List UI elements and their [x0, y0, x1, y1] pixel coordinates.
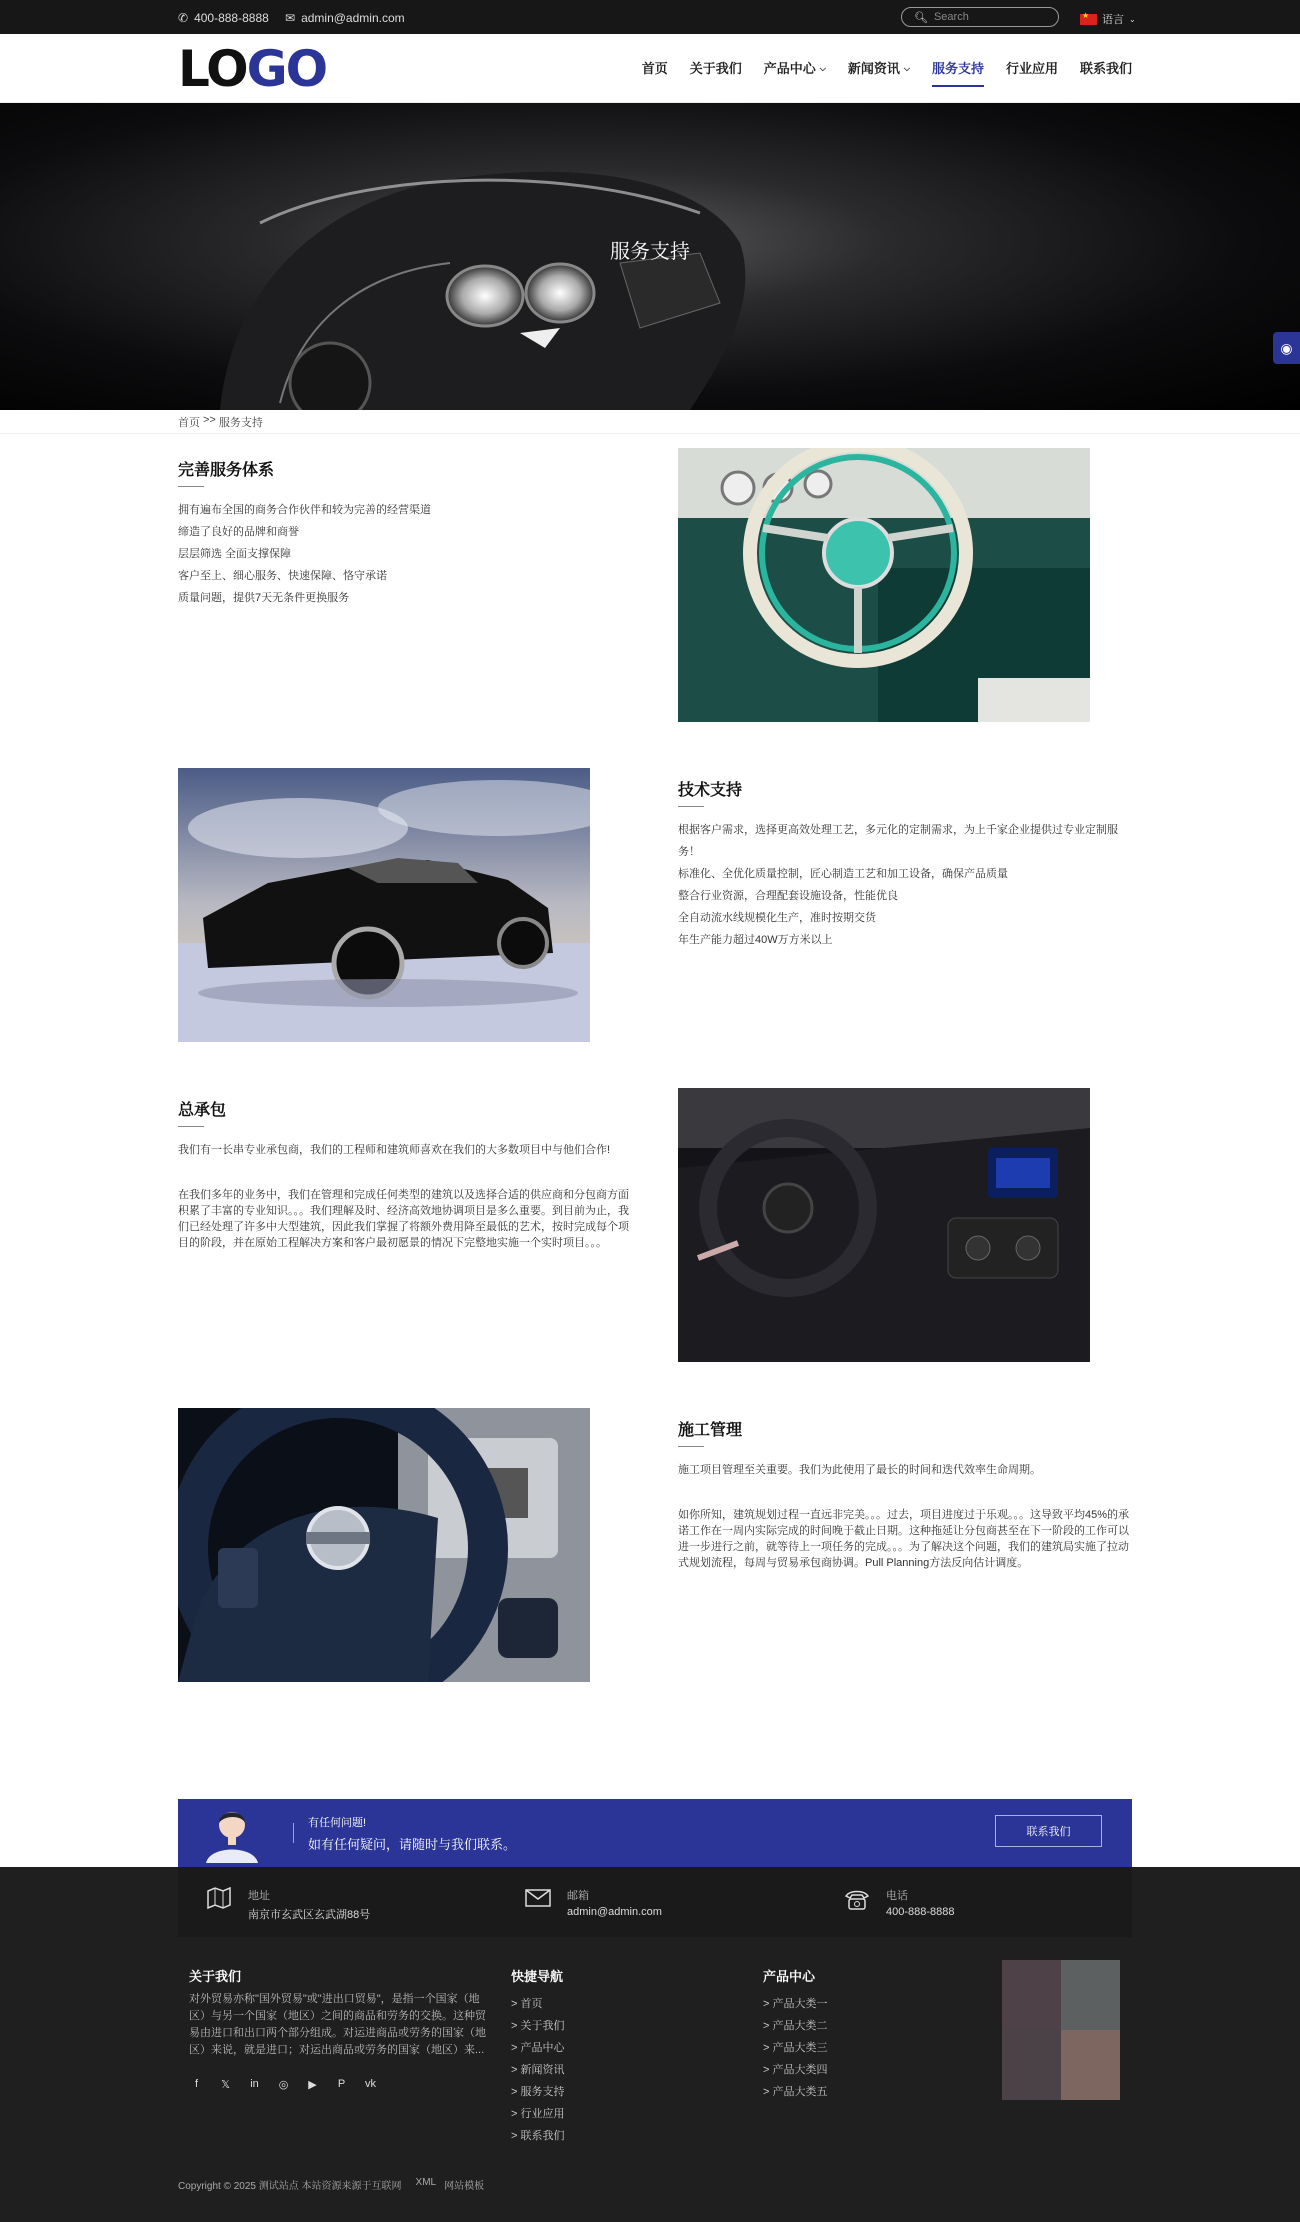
footer-quick-nav-title: 快捷导航: [511, 1969, 564, 1984]
map-icon: [206, 1887, 232, 1909]
nav-item-products[interactable]: [764, 34, 826, 103]
footer-link-label: 新闻资讯: [520, 2064, 565, 2076]
list-item: 年生产能力超过40W万方米以上: [678, 934, 833, 946]
footer-link[interactable]: > 关于我们: [511, 2020, 565, 2032]
language-label: 语言: [1102, 14, 1124, 26]
section-paragraph: 我们有一长串专业承包商，我们的工程师和建筑师喜欢在我们的大多数项目中与他们合作!: [178, 1144, 611, 1156]
mail-icon: [525, 1887, 551, 1909]
social-links: [190, 2078, 377, 2091]
footer-link[interactable]: > 产品大类一: [763, 1998, 828, 2010]
chevron-down-icon: ⌄: [1129, 14, 1136, 24]
youtube-icon[interactable]: ▶: [308, 2079, 317, 2091]
footer-link[interactable]: > 首页: [511, 1998, 543, 2010]
china-flag-icon: [1080, 14, 1097, 25]
topbar-phone-text: 400-888-8888: [194, 11, 269, 25]
sports-car-photo: [178, 768, 590, 1042]
logo-text-2: GO: [246, 40, 327, 98]
footer-link[interactable]: > 产品大类四: [763, 2064, 828, 2076]
list-item: 层层筛选 全面支撑保障: [178, 548, 292, 560]
nav-label: 新闻资讯: [847, 61, 900, 76]
phone-icon: [844, 1887, 870, 1911]
list-item: 质量问题，提供7天无条件更换服务: [178, 592, 350, 604]
nav-label: 产品中心: [763, 61, 816, 76]
footer-link[interactable]: > 产品大类五: [763, 2086, 828, 2098]
x-twitter-icon[interactable]: 𝕏: [221, 2079, 230, 2091]
nav-item-news[interactable]: [848, 34, 910, 103]
footer-link[interactable]: > 产品大类三: [763, 2042, 828, 2054]
eye-icon: ◉: [1280, 339, 1293, 356]
footer-link[interactable]: > 行业应用: [511, 2108, 565, 2120]
search-box: [901, 7, 1059, 27]
copyright: [178, 2177, 484, 2192]
title-underline: [178, 1126, 204, 1127]
nav-label: 首页: [641, 61, 668, 76]
section-list: [178, 499, 598, 609]
footer-about-text: 对外贸易亦称"国外贸易"或"进出口贸易"，是指一个国家（地区）与另一个国家（地区）之间的商品和劳务的交换。这种贸易由进口和出口两个部分组成。对运进商品或劳务的国家（地区）来说，就是进口；对运出商品或劳务的国家（地区）来...: [189, 1993, 486, 2056]
section-paragraph: 在我们多年的业务中，我们在管理和完成任何类型的建筑以及选择合适的供应商和分包商方面积累了丰富的专业知识。。。我们理解及时、经济高效地协调项目是多么重要。到目前为止，我们已经处理了许多中大型建筑，因此我们掌握了将额外费用降至最低的艺术，按时完成每个项目的阶段，并在原始工程解决方案和客户最初愿景的情况下完整地实施一个实时项目。。。: [178, 1189, 629, 1249]
steering-wheel-photo: [678, 448, 1090, 722]
mail-icon: ✉: [285, 11, 296, 25]
logo-text-1: LO: [178, 40, 247, 98]
section-paragraph: 施工项目管理至关重要。我们为此使用了最长的时间和迭代效率生命周期。: [678, 1464, 1041, 1476]
footer-link[interactable]: > 新闻资讯: [511, 2064, 565, 2076]
footer-contact-info: [178, 1867, 1132, 1937]
contact-us-button[interactable]: 联系我们: [995, 1815, 1102, 1847]
list-item: 拥有遍布全国的商务合作伙伴和较为完善的经营渠道: [178, 504, 431, 516]
nav-label: 联系我们: [1079, 61, 1132, 76]
section-title: 技术支持: [678, 782, 743, 799]
footer-link[interactable]: > 产品中心: [511, 2042, 565, 2054]
section-title: 总承包: [178, 1102, 227, 1119]
website-template-link[interactable]: 网站模板: [444, 2181, 485, 2192]
site-logo[interactable]: [178, 42, 326, 96]
site-header: [0, 34, 1300, 103]
list-item: 整合行业资源，合理配套设施设备，性能优良: [678, 890, 898, 902]
footer-quick-links: [511, 1993, 564, 2147]
title-underline: [178, 486, 204, 487]
car-interior-photo: [678, 1088, 1090, 1362]
facebook-icon[interactable]: f: [194, 2078, 199, 2090]
breadcrumb-home[interactable]: 首页: [178, 417, 200, 429]
list-item: 缔造了良好的品牌和商誉: [178, 526, 299, 538]
main-nav: [642, 34, 1132, 103]
footer-link-label: 产品中心: [520, 2042, 565, 2054]
footer-link-label: 联系我们: [520, 2130, 565, 2142]
title-underline: [678, 806, 704, 807]
email-value: admin@admin.com: [567, 1906, 662, 1918]
contact-banner-title: 如有任何疑问，请随时与我们联系。: [308, 1837, 517, 1852]
linkedin-icon[interactable]: in: [250, 2078, 259, 2090]
nav-item-contact[interactable]: [1080, 34, 1132, 103]
topbar-email-text: admin@admin.com: [301, 11, 405, 25]
nav-label: 行业应用: [1005, 61, 1058, 76]
search-icon[interactable]: 🔍︎: [914, 11, 928, 24]
section-title: 完善服务体系: [178, 462, 275, 479]
search-input[interactable]: [934, 11, 1054, 23]
topbar-phone: [178, 11, 269, 25]
footer-link-label: 关于我们: [520, 2020, 565, 2032]
page-title: 服务支持: [610, 241, 690, 263]
nissan-steering-photo: [178, 1408, 590, 1682]
section-list: [678, 819, 1130, 951]
chevron-down-icon: ⌵: [819, 64, 826, 73]
footer-link-label: 行业应用: [520, 2108, 565, 2120]
footer-about-title: 关于我们: [189, 1969, 242, 1984]
topbar-email: [285, 11, 405, 25]
footer-link-label: 产品大类四: [772, 2064, 828, 2076]
section-title: 施工管理: [678, 1422, 743, 1439]
top-bar: [0, 0, 1300, 34]
site-footer: [0, 1867, 1300, 2222]
copyright-text: Copyright © 2025 测试站点 本站资源来源于互联网: [178, 2181, 402, 2192]
footer-link[interactable]: > 产品大类二: [763, 2020, 828, 2032]
footer-link[interactable]: > 服务支持: [511, 2086, 565, 2098]
contact-banner-subtitle: 有任何问题!: [308, 1817, 367, 1829]
footer-phone: [844, 1887, 955, 1918]
footer-address: [206, 1887, 370, 1922]
nav-item-about[interactable]: [690, 34, 742, 103]
footer-link-label: 产品大类五: [772, 2086, 828, 2098]
nav-item-industry[interactable]: [1006, 34, 1058, 103]
instagram-icon[interactable]: ◎: [278, 2079, 289, 2091]
qr-code-image: [1002, 1960, 1120, 2100]
list-item: 根据客户需求，选择更高效处理工艺，多元化的定制需求，为上千家企业提供过专业定制服务！: [678, 824, 1118, 858]
address-label: 地址: [248, 1890, 270, 1902]
breadcrumb-current: 服务支持: [218, 417, 263, 429]
section-paragraph: 如你所知，建筑规划过程一直远非完美。。。过去，项目进度过于乐观。。。这导致平均45%的承诺工作在一周内实际完成的时间晚于截止日期。这种拖延让分包商甚至在下一阶段的工作可以进一步进行之前，就等待上一项任务的完成。。。为了解决这个问题，我们的建筑局实施了拉动式规划流程，每周与贸易承包商协调。Pull Planning方法反向估计调度。: [678, 1509, 1130, 1569]
nav-label: 服务支持: [931, 61, 984, 76]
footer-email: [525, 1887, 662, 1918]
footer-product-links: [763, 1993, 827, 2103]
nav-item-home[interactable]: [642, 34, 668, 103]
title-underline: [678, 1446, 704, 1447]
phone-icon: ✆: [178, 11, 189, 25]
footer-link[interactable]: > 联系我们: [511, 2130, 565, 2142]
vk-icon[interactable]: vk: [365, 2078, 376, 2090]
footer-link-label: 首页: [520, 1998, 543, 2010]
footer-link-label: 服务支持: [520, 2086, 565, 2098]
contact-banner: [178, 1799, 1132, 1867]
footer-link-label: 产品大类二: [772, 2020, 828, 2032]
page-banner: [0, 103, 1300, 410]
list-item: 客户至上、细心服务、快速保障、恪守承诺: [178, 570, 387, 582]
footer-products-title: 产品中心: [763, 1969, 816, 1984]
email-label: 邮箱: [567, 1890, 589, 1902]
breadcrumb: [178, 414, 263, 430]
address-value: 南京市玄武区玄武湖88号: [248, 1909, 371, 1921]
footer-link-label: 产品大类三: [772, 2042, 828, 2054]
footer-link-label: 产品大类一: [772, 1998, 828, 2010]
support-avatar-icon: [202, 1803, 262, 1863]
nav-label: 关于我们: [689, 61, 742, 76]
pinterest-icon[interactable]: P: [337, 2078, 346, 2090]
xml-sitemap-link[interactable]: XML: [415, 2177, 437, 2188]
divider: [0, 433, 1300, 434]
divider: [293, 1823, 294, 1843]
language-selector[interactable]: [1080, 11, 1136, 27]
phone-value: 400-888-8888: [886, 1906, 955, 1918]
list-item: 标准化、全优化质量控制，匠心制造工艺和加工设备，确保产品质量: [678, 868, 1008, 880]
nav-item-service[interactable]: [932, 34, 984, 103]
phone-label: 电话: [886, 1890, 908, 1902]
list-item: 全自动流水线规模化生产，准时按期交货: [678, 912, 876, 924]
chevron-down-icon: ⌵: [903, 64, 910, 73]
breadcrumb-separator: >>: [203, 414, 216, 426]
side-service-tab[interactable]: [1273, 332, 1300, 364]
